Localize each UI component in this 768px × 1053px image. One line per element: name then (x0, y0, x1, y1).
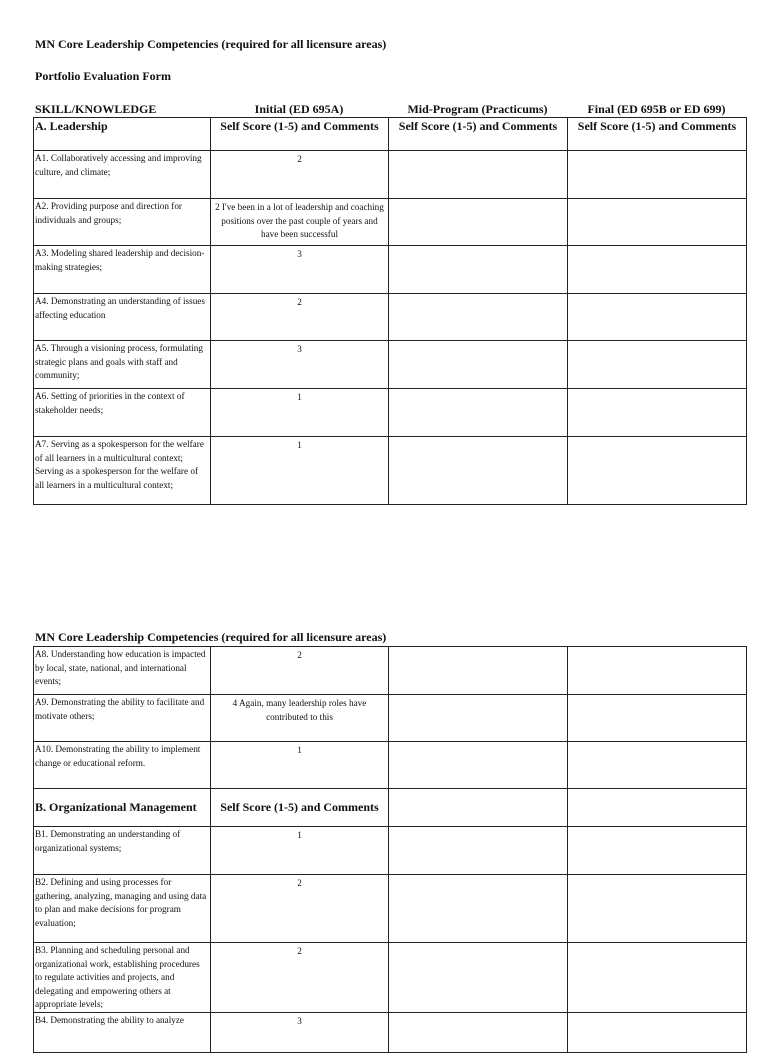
initial-score-cell[interactable]: 2 (211, 875, 389, 943)
initial-score-cell[interactable]: 2 (211, 943, 389, 1013)
initial-score-cell[interactable]: 3 (211, 1012, 389, 1052)
final-score-cell[interactable] (568, 647, 747, 695)
initial-score-cell[interactable]: 3 (211, 246, 389, 294)
self-score-label-final: Self Score (1-5) and Comments (568, 118, 747, 151)
skill-cell: A2. Providing purpose and direction for individuals and groups; (34, 199, 211, 246)
final-score-cell[interactable] (568, 827, 747, 875)
skill-cell: B2. Defining and using processes for gathering, analyzing, managing and using data to plan and make decisions for program evaluation; (34, 875, 211, 943)
evaluation-table-page2 (33, 646, 747, 1053)
skill-cell: A1. Collaboratively accessing and improving culture, and climate; (34, 151, 211, 199)
skill-cell: A9. Demonstrating the ability to facilitate and motivate others; (34, 695, 211, 742)
final-score-cell[interactable] (568, 341, 747, 389)
mid-score-cell[interactable] (389, 647, 568, 695)
initial-score-cell[interactable]: 2 (211, 151, 389, 199)
final-score-cell[interactable] (568, 389, 747, 437)
mid-score-cell[interactable] (389, 294, 568, 341)
mid-score-cell[interactable] (389, 943, 568, 1013)
page2-doc-title: MN Core Leadership Competencies (required for all licensure areas) (35, 630, 387, 644)
column-header-skill: SKILL/KNOWLEDGE (35, 102, 157, 116)
evaluation-table-section-a (33, 117, 747, 505)
final-score-cell[interactable] (568, 1012, 747, 1052)
final-score-cell[interactable] (568, 199, 747, 246)
final-score-cell[interactable] (568, 875, 747, 943)
skill-cell: A3. Modeling shared leadership and decision-making strategies; (34, 246, 211, 294)
mid-score-cell[interactable] (389, 742, 568, 789)
table-row (34, 437, 747, 505)
mid-score-cell[interactable] (389, 389, 568, 437)
column-header-final: Final (ED 695B or ED 699) (587, 102, 726, 116)
initial-score-cell[interactable]: 2 (211, 294, 389, 341)
skill-cell: B3. Planning and scheduling personal and organizational work, establishing procedures to regulate activities and projects, and delegating and empowering others at appropriate levels; (34, 943, 211, 1013)
table-row (34, 647, 747, 695)
initial-score-cell[interactable]: 4 Again, many leadership roles have contributed to this (211, 695, 389, 742)
final-score-cell[interactable] (568, 151, 747, 199)
section-a-title: A. Leadership (34, 118, 211, 151)
mid-score-cell[interactable] (389, 199, 568, 246)
initial-score-cell[interactable]: 3 (211, 341, 389, 389)
skill-cell: A5. Through a visioning process, formulating strategic plans and goals with staff and community; (34, 341, 211, 389)
mid-score-cell[interactable] (389, 341, 568, 389)
final-score-cell[interactable] (568, 742, 747, 789)
self-score-label-initial: Self Score (1-5) and Comments (211, 118, 389, 151)
table-row (34, 695, 747, 742)
empty-header-cell (568, 789, 747, 827)
skill-cell: B4. Demonstrating the ability to analyze (34, 1012, 211, 1052)
column-header-mid: Mid-Program (Practicums) (407, 102, 548, 116)
column-header-initial: Initial (ED 695A) (254, 102, 344, 116)
mid-score-cell[interactable] (389, 875, 568, 943)
skill-cell: A7. Serving as a spokesperson for the welfare of all learners in a multicultural context; Serving as a spokesperson for the welfare of all learners in a multicultural context; (34, 437, 211, 505)
mid-score-cell[interactable] (389, 1012, 568, 1052)
table-row (34, 827, 747, 875)
table-row (34, 943, 747, 1013)
mid-score-cell[interactable] (389, 246, 568, 294)
skill-cell: A4. Demonstrating an understanding of issues affecting education (34, 294, 211, 341)
skill-cell: A10. Demonstrating the ability to implement change or educational reform. (34, 742, 211, 789)
final-score-cell[interactable] (568, 695, 747, 742)
doc-title: MN Core Leadership Competencies (required for all licensure areas) (35, 37, 387, 51)
table-row (34, 1012, 747, 1052)
final-score-cell[interactable] (568, 294, 747, 341)
final-score-cell[interactable] (568, 943, 747, 1013)
section-header-row (34, 118, 747, 151)
table-row (34, 294, 747, 341)
mid-score-cell[interactable] (389, 437, 568, 505)
table-row (34, 389, 747, 437)
table-row (34, 151, 747, 199)
form-title: Portfolio Evaluation Form (35, 69, 171, 83)
table-row (34, 199, 747, 246)
initial-score-cell[interactable]: 2 I've been in a lot of leadership and coaching positions over the past couple of years and have been successful (211, 199, 389, 246)
self-score-label-section-b: Self Score (1-5) and Comments (211, 789, 389, 827)
initial-score-cell[interactable]: 1 (211, 389, 389, 437)
initial-score-cell[interactable]: 1 (211, 437, 389, 505)
table-row (34, 742, 747, 789)
mid-score-cell[interactable] (389, 151, 568, 199)
section-b-title: B. Organizational Management (34, 789, 211, 827)
final-score-cell[interactable] (568, 246, 747, 294)
section-header-row (34, 789, 747, 827)
skill-cell: A6. Setting of priorities in the context of stakeholder needs; (34, 389, 211, 437)
table-row (34, 246, 747, 294)
table-row (34, 875, 747, 943)
skill-cell: B1. Demonstrating an understanding of organizational systems; (34, 827, 211, 875)
initial-score-cell[interactable]: 1 (211, 827, 389, 875)
self-score-label-mid: Self Score (1-5) and Comments (389, 118, 568, 151)
final-score-cell[interactable] (568, 437, 747, 505)
initial-score-cell[interactable]: 1 (211, 742, 389, 789)
mid-score-cell[interactable] (389, 695, 568, 742)
table-row (34, 341, 747, 389)
initial-score-cell[interactable]: 2 (211, 647, 389, 695)
mid-score-cell[interactable] (389, 827, 568, 875)
empty-header-cell (389, 789, 568, 827)
skill-cell: A8. Understanding how education is impacted by local, state, national, and international events; (34, 647, 211, 695)
